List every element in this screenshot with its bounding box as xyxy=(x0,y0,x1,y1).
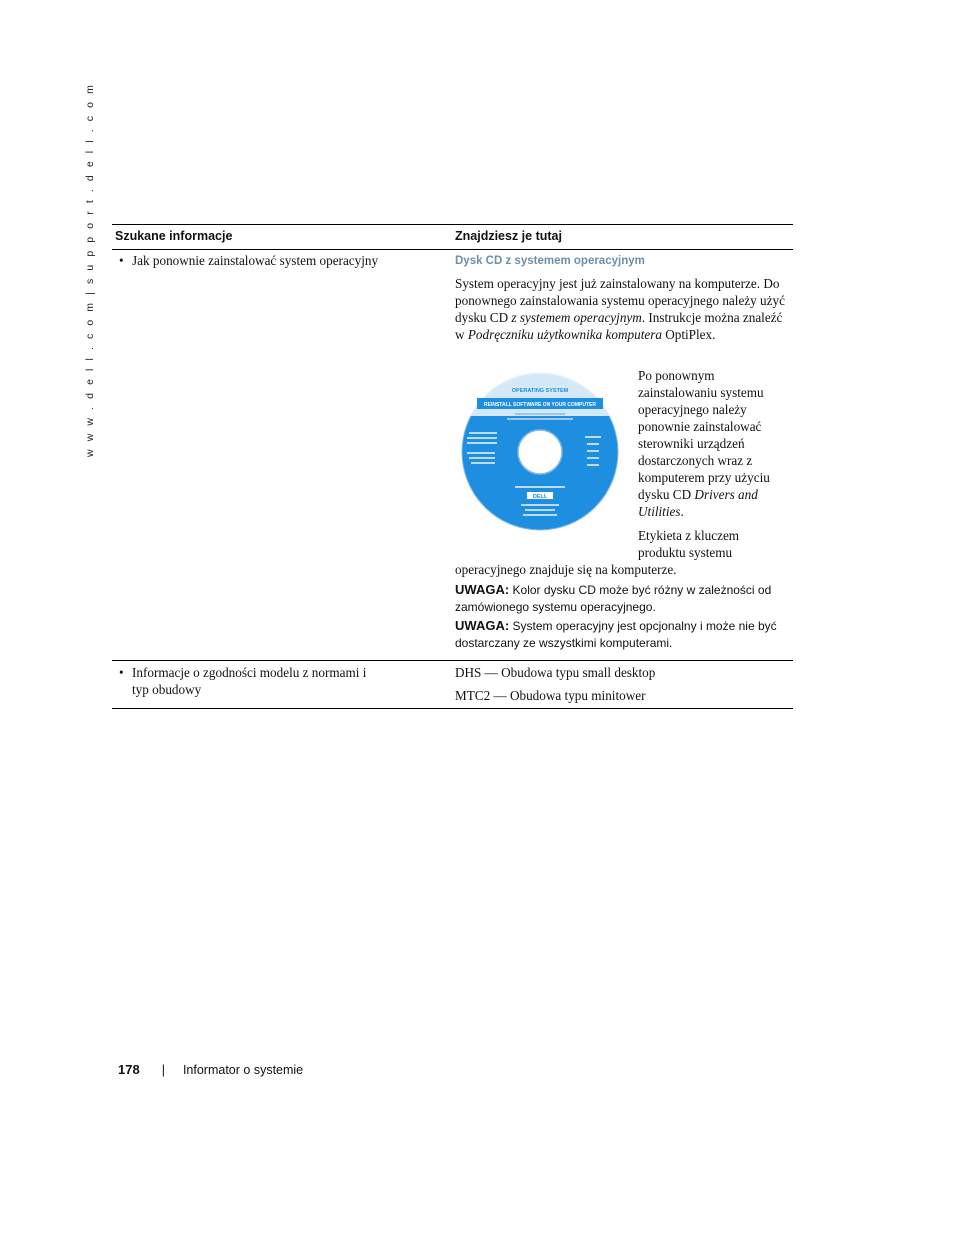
note-text: System operacyjny jest opcjonalny i może nie być dostarczany ze wszystkimi komputerami. xyxy=(455,619,777,650)
bullet-text: Informacje o zgodności modelu z normami i typ obudowy xyxy=(132,665,367,697)
note-os-optional xyxy=(455,617,785,652)
note-label: UWAGA: xyxy=(455,582,510,597)
page-number: 178 xyxy=(118,1062,140,1077)
bullet-text: Jak ponownie zainstalować system operacyjny xyxy=(132,253,379,268)
row-left-cell xyxy=(112,661,452,708)
header-right: Znajdziesz je tutaj xyxy=(455,229,562,243)
table-row xyxy=(112,661,793,709)
cd-label-banner: REINSTALL SOFTWARE ON YOUR COMPUTER xyxy=(484,402,596,408)
bullet-item xyxy=(119,252,452,269)
cd-brand: DELL xyxy=(532,494,548,500)
note-cd-color xyxy=(455,581,785,616)
bullet-dot: • xyxy=(119,665,124,680)
row-right-cell xyxy=(452,661,793,708)
bullet-item xyxy=(119,664,452,698)
row-right-cell xyxy=(452,250,793,660)
header-left: Szukane informacje xyxy=(115,229,233,243)
product-key-paragraph: Etykieta z kluczem produktu systemu xyxy=(638,528,740,560)
reinstall-paragraph: System operacyjny jest już zainstalowany na komputerze. Do ponownego zainstalowania systemu operacyjnego należy użyć dysku CD z systemem operacyjnym. Instrukcje można znaleźć w Podręczniku użytkownika komputera OptiPlex. xyxy=(455,276,785,342)
cd-image xyxy=(455,372,625,532)
note-text: Kolor dysku CD może być różny w zależności od zamówionego systemu operacyjnego. xyxy=(455,583,772,614)
chassis-mtc2: MTC2 — Obudowa typu minitower xyxy=(455,688,646,703)
info-table xyxy=(112,224,793,709)
chassis-dhs: DHS — Obudowa typu small desktop xyxy=(455,665,656,680)
page-footer xyxy=(118,1062,303,1077)
table-header xyxy=(112,225,793,250)
product-key-paragraph-tail: operacyjnego znajduje się na komputerze. xyxy=(455,562,677,577)
note-label: UWAGA: xyxy=(455,618,510,633)
footer-title: Informator o systemie xyxy=(182,1062,304,1077)
section-heading: Dysk CD z systemem operacyjnym xyxy=(455,255,645,267)
row-left-cell xyxy=(112,250,452,660)
side-url: w w w . d e l l . c o m | s u p p o r t . d e l l . c o m xyxy=(84,82,96,457)
bullet-dot: • xyxy=(119,253,124,268)
footer-separator: | xyxy=(161,1062,165,1077)
cd-label-top: OPERATING SYSTEM xyxy=(511,388,569,394)
drivers-paragraph: Po ponownym zainstalowaniu systemu operacyjnego należy ponownie zainstalować sterowniki urządzeń dostarczonych wraz z komputerem przy użyciu dysku CD Drivers and Utilities. xyxy=(638,368,770,519)
table-row xyxy=(112,250,793,661)
